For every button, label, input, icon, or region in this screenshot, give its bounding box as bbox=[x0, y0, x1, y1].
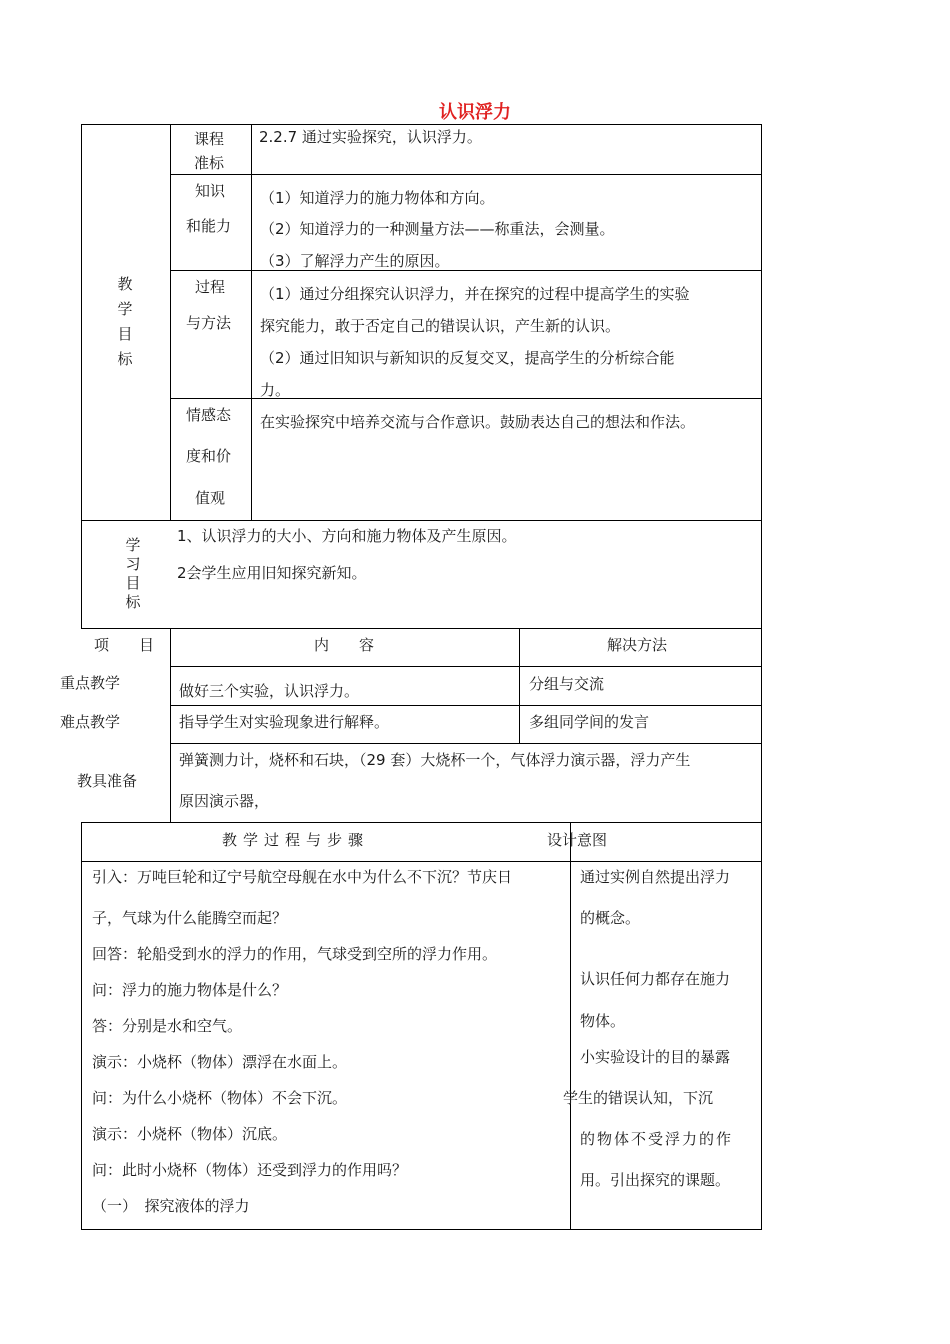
standard-label-line1: 课程 bbox=[194, 130, 225, 148]
difficult-point-method: 多组同学间的发言 bbox=[529, 713, 650, 731]
design-intent-line: 认识任何力都存在施力 bbox=[580, 970, 731, 988]
process-line: 探究能力，敢于否定自己的错误认识，产生新的认识。 bbox=[260, 317, 621, 335]
teaching-goals-label: 教 学 目 标 bbox=[117, 275, 133, 368]
procedure-line: 引入：万吨巨轮和辽宁号航空母舰在水中为什么不下沉？节庆日 bbox=[92, 868, 513, 886]
prep-line: 弹簧测力计，烧杯和石块，（29 套）大烧杯一个，气体浮力演示器，浮力产生 bbox=[179, 751, 691, 769]
difficult-point-label: 难点教学 bbox=[60, 713, 121, 731]
knowledge-label-line1: 知识 bbox=[195, 182, 226, 200]
prep-label: 教具准备 bbox=[77, 772, 138, 790]
knowledge-item: （2）知道浮力的一种测量方法——称重法，会测量。 bbox=[260, 220, 615, 238]
process-line: （2）通过旧知识与新知识的反复交叉，提高学生的分析综合能 bbox=[260, 349, 675, 367]
learning-goals-label: 学 习 目 标 bbox=[125, 536, 141, 611]
design-intent-header: 设计意图 bbox=[547, 831, 608, 849]
process-line: （1）通过分组探究认识浮力，并在探究的过程中提高学生的实验 bbox=[260, 285, 690, 303]
knowledge-item: （1）知道浮力的施力物体和方向。 bbox=[260, 189, 495, 207]
design-intent-line: 物体。 bbox=[580, 1012, 626, 1030]
procedure-line: 问：此时小烧杯（物体）还受到浮力的作用吗？ bbox=[92, 1161, 408, 1179]
difficult-point-content: 指导学生对实验现象进行解释。 bbox=[179, 713, 390, 731]
procedure-line: （一） 探究液体的浮力 bbox=[92, 1197, 250, 1215]
document-title: 认识浮力 bbox=[439, 102, 511, 123]
key-point-label: 重点教学 bbox=[60, 674, 121, 692]
standard-text: 2.2.7 通过实验探究，认识浮力。 bbox=[259, 128, 482, 146]
learning-goal-item: 1、认识浮力的大小、方向和施力物体及产生原因。 bbox=[177, 527, 517, 545]
key-point-method: 分组与交流 bbox=[529, 675, 605, 693]
prep-line: 原因演示器， bbox=[179, 792, 270, 810]
key-point-content: 做好三个实验，认识浮力。 bbox=[179, 682, 360, 700]
procedure-line: 演示：小烧杯（物体）沉底。 bbox=[92, 1125, 288, 1143]
header-content: 内 容 bbox=[314, 636, 375, 654]
process-label-line2: 与方法 bbox=[186, 314, 232, 332]
design-intent-line: 小实验设计的目的暴露 bbox=[580, 1048, 731, 1066]
process-label-line1: 过程 bbox=[195, 278, 226, 296]
procedure-line: 子，气球为什么能腾空而起？ bbox=[92, 909, 288, 927]
design-intent-line: 通过实例自然提出浮力 bbox=[580, 868, 731, 886]
procedure-line: 问：浮力的施力物体是什么？ bbox=[92, 981, 288, 999]
procedure-line: 回答：轮船受到水的浮力的作用，气球受到空所的浮力作用。 bbox=[92, 945, 498, 963]
emotion-label-line1: 情感态 bbox=[186, 406, 232, 424]
emotion-text: 在实验探究中培养交流与合作意识。鼓励表达自己的想法和作法。 bbox=[260, 413, 696, 431]
header-method: 解决方法 bbox=[607, 636, 668, 654]
procedure-header: 教学过程与步骤 bbox=[222, 831, 370, 849]
knowledge-item: （3）了解浮力产生的原因。 bbox=[260, 252, 450, 270]
procedure-line: 演示：小烧杯（物体）漂浮在水面上。 bbox=[92, 1053, 348, 1071]
design-intent-line: 的概念。 bbox=[580, 909, 641, 927]
learning-goal-item: 2会学生应用旧知探究新知。 bbox=[177, 564, 367, 582]
design-intent-line: 用。引出探究的课题。 bbox=[580, 1171, 731, 1189]
design-intent-line: 的物体不受浮力的作 bbox=[580, 1130, 734, 1148]
standard-label-line2: 准标 bbox=[194, 154, 225, 172]
emotion-label-line3: 值观 bbox=[195, 489, 226, 507]
knowledge-label-line2: 和能力 bbox=[186, 217, 232, 235]
emotion-label-line2: 度和价 bbox=[186, 447, 232, 465]
design-intent-line: 学生的错误认知，下沉 bbox=[563, 1089, 714, 1107]
procedure-line: 答：分别是水和空气。 bbox=[92, 1017, 243, 1035]
header-item: 项 目 bbox=[94, 636, 155, 654]
procedure-line: 问：为什么小烧杯（物体）不会下沉。 bbox=[92, 1089, 348, 1107]
process-line: 力。 bbox=[260, 381, 291, 399]
